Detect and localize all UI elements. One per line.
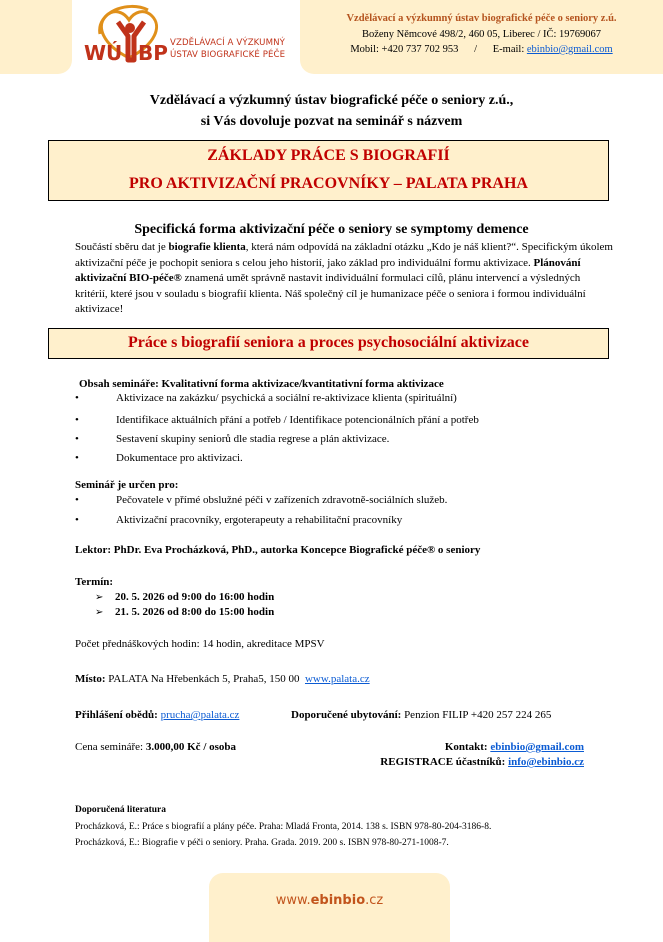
intro-line1: Vzdělávací a výzkumný ústav biografické péče o seniory z.ú., (149, 93, 514, 108)
registration (380, 756, 584, 768)
content-item: Aktivizace na zakázku/ psychická a sociální re-aktivizace klienta (spirituální) (116, 392, 457, 404)
lunch (75, 709, 239, 721)
accommodation (291, 709, 551, 721)
footer-url-suffix: .cz (365, 893, 384, 908)
logo-text-line2: ÚSTAV BIOGRAFICKÉ PÉČE (170, 50, 286, 60)
registration-email-link[interactable]: info@ebinbio.cz (508, 756, 584, 768)
logo-text (170, 37, 310, 61)
bullet-icon: • (75, 452, 79, 464)
title-line1: ZÁKLADY PRÁCE S BIOGRAFIÍ (207, 147, 450, 164)
termin-heading: Termín: (75, 576, 114, 588)
price-label: Cena semináře: (75, 741, 144, 753)
registration-label: REGISTRACE účastníků: (380, 756, 509, 768)
accommodation-value: Penzion FILIP +420 257 224 265 (401, 709, 552, 721)
literature-item: Procházková, E.: Práce s biografií a plány péče. Praha: Mladá Fronta, 2014. 138 s. ISBN 978-80-204-3186-8. (75, 822, 492, 832)
desc-bold: Plánování aktivizační BIO-péče® (75, 256, 581, 284)
header-org-name: Vzdělávací a výzkumný ústav biografické péče o seniory z.ú. (346, 13, 617, 24)
header-address: Boženy Němcové 498/2, 460 05, Liberec / IČ: 19769067 (361, 29, 602, 40)
accommodation-label: Doporučené ubytování: (291, 709, 402, 721)
termin-date: 21. 5. 2026 od 8:00 do 15:00 hodin (115, 606, 275, 618)
bullet-icon: • (75, 433, 79, 445)
content-item: Sestavení skupiny seniorů dle stadia regrese a plán aktivizace. (116, 433, 390, 445)
header-contact (300, 44, 663, 55)
price-value: 3.000,00 Kč / osoba (143, 741, 237, 753)
literature-heading: Doporučená literatura (75, 805, 167, 815)
logo-letters-right: BP (138, 41, 168, 65)
palata-link[interactable]: www.palata.cz (304, 673, 370, 685)
audience-heading: Seminář je určen pro: (75, 479, 179, 491)
lunch-email-link[interactable]: prucha@palata.cz (160, 709, 240, 721)
lunch-label: Přihlášení obědů: (75, 709, 158, 721)
lektor: Lektor: PhDr. Eva Procházková, PhD., autorka Koncepce Biografické péče® o seniory (75, 544, 481, 556)
title-line2: PRO AKTIVIZAČNÍ PRACOVNÍKY – PALATA PRAHA (129, 175, 528, 192)
bullet-icon: • (75, 494, 79, 506)
bullet-icon: • (75, 392, 79, 404)
subtitle-box (48, 328, 609, 359)
description-paragraph (75, 240, 615, 318)
bullet-icon: • (75, 514, 79, 526)
contact-email-link[interactable]: ebinbio@gmail.com (490, 741, 584, 753)
logo-letters-left: WÚ (84, 41, 123, 65)
header-mobil: Mobil: +420 737 702 953 / E-mail: (350, 44, 527, 55)
content-item: Dokumentace pro aktivizaci. (116, 452, 243, 464)
contact-label: Kontakt: (444, 741, 491, 753)
termin-date: 20. 5. 2026 od 9:00 do 16:00 hodin (115, 591, 275, 603)
title-box (48, 140, 609, 201)
desc-bold: biografie klienta (168, 241, 246, 253)
place (75, 673, 370, 685)
content-heading: Obsah semináře: Kvalitativní forma aktivizace/kvantitativní forma aktivizace (79, 378, 444, 390)
desc-text: Součástí sběru dat je (75, 241, 169, 253)
footer-url-prefix: www. (275, 893, 311, 908)
wubp-logo-icon (82, 4, 176, 66)
description-heading: Specifická forma aktivizační péče o seniory se symptomy demence (134, 222, 529, 237)
place-value: PALATA Na Hřebenkách 5, Praha5, 150 00 (105, 673, 305, 685)
footer-website-link[interactable] (209, 893, 450, 908)
bullet-icon: • (75, 414, 79, 426)
audience-item: Pečovatele v přímé obslužné péči v zařízeních zdravotně-sociálních služeb. (116, 494, 448, 506)
arrow-bullet-icon: ➢ (95, 592, 104, 603)
header-left-panel (0, 0, 72, 74)
intro-line2: si Vás dovoluje pozvat na seminář s názvem (200, 114, 463, 129)
desc-text: znamená umět správně nastavit individuální formulaci cílů, plánu intervencí a výsledných kritérií, které jsou v souladu s biografií klienta. Náš společný cíl je humanizace péče o seniora i formou individuální aktivizace! (75, 272, 586, 315)
logo-text-line1: VZDĚLÁVACÍ A VÝZKUMNÝ (170, 38, 285, 48)
price (75, 741, 236, 753)
footer-url-bold: ebinbio (310, 893, 366, 908)
lecture-hours: Počet přednáškových hodin: 14 hodin, akreditace MPSV (75, 638, 325, 650)
audience-item: Aktivizační pracovníky, ergoterapeuty a rehabilitační pracovníky (116, 514, 403, 526)
subtitle-text: Práce s biografií seniora a proces psychosociální aktivizace (128, 334, 529, 351)
place-label: Místo: (75, 673, 106, 685)
content-item: Identifikace aktuálních přání a potřeb / Identifikace potencionálních přání a potřeb (116, 414, 479, 426)
arrow-bullet-icon: ➢ (95, 607, 104, 618)
desc-text: , která nám odpovídá na základní otázku „Kdo je náš klient?“. Specifickým úkolem aktivizační péče je pochopit seniora s celou jeho historií, jako základ pro individuální formu aktivizace. (75, 241, 613, 269)
contact (445, 741, 584, 753)
header-email-link[interactable]: ebinbio@gmail.com (526, 44, 613, 55)
literature-item: Procházková, E.: Biografie v péči o seniory. Praha. Grada. 2019. 200 s. ISBN 978-80-271-1008-7. (75, 838, 449, 848)
